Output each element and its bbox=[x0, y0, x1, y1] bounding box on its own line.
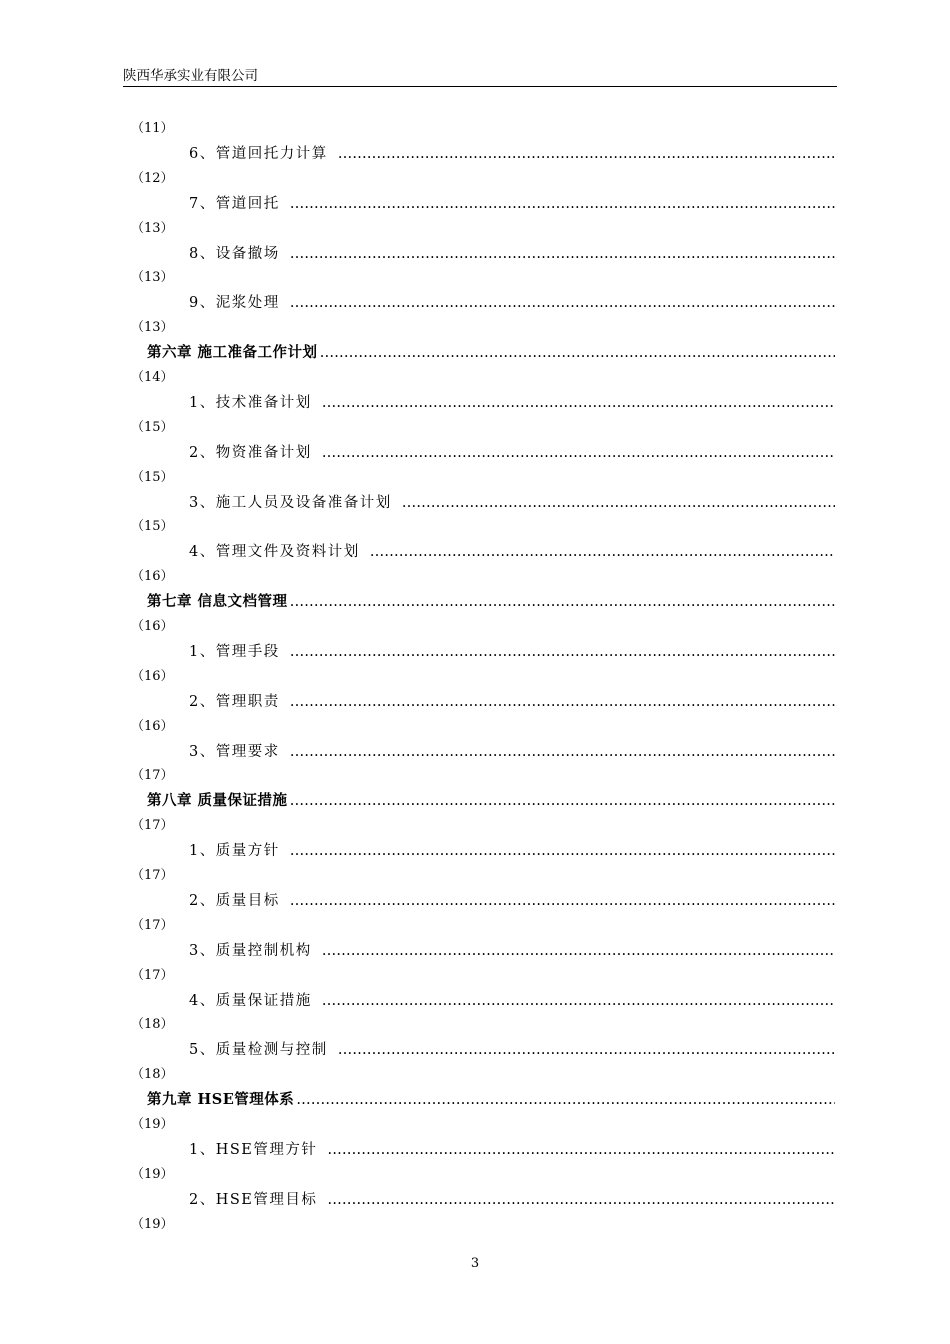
toc-page-number: （16） bbox=[131, 718, 174, 734]
toc-chapter-entry bbox=[147, 1089, 835, 1111]
toc-page-number: （19） bbox=[131, 1117, 174, 1132]
toc-dot-leader bbox=[290, 243, 835, 265]
toc-page-number: （19） bbox=[131, 1166, 174, 1182]
toc-section-entry bbox=[189, 392, 835, 414]
toc-section-entry bbox=[189, 292, 835, 314]
toc-dot-leader bbox=[370, 541, 835, 563]
toc-section-entry bbox=[189, 890, 835, 912]
toc-page-number: （19） bbox=[131, 1216, 174, 1232]
toc-page-number: （15） bbox=[131, 469, 174, 485]
page-number: 3 bbox=[470, 1256, 480, 1271]
toc-entry-label: 1、技术准备计划 bbox=[189, 394, 312, 411]
toc-dot-leader bbox=[327, 1139, 835, 1161]
toc-chapter-entry bbox=[147, 591, 835, 613]
toc-section-entry bbox=[189, 442, 835, 464]
toc-entry-label: 4、质量保证措施 bbox=[189, 992, 312, 1009]
toc-dot-leader bbox=[290, 890, 835, 912]
toc-page-number: （16） bbox=[131, 668, 174, 684]
toc-entry-label: 3、施工人员及设备准备计划 bbox=[189, 494, 392, 511]
toc-entry-label: 3、管理要求 bbox=[189, 743, 280, 760]
toc-entry-label: 8、设备撤场 bbox=[189, 245, 280, 262]
toc-page-number: （17） bbox=[131, 967, 174, 983]
toc-section-entry bbox=[189, 1189, 835, 1211]
toc-section-entry bbox=[189, 990, 835, 1012]
toc-page-number: （11） bbox=[131, 121, 174, 136]
toc-entry-label: 2、质量目标 bbox=[189, 892, 280, 909]
toc-entry-label: 5、质量检测与控制 bbox=[189, 1042, 328, 1059]
toc-entry-label: 2、物资准备计划 bbox=[189, 444, 312, 461]
toc-entry-label: 6、管道回托力计算 bbox=[189, 145, 328, 162]
toc-page-number: （18） bbox=[131, 1067, 174, 1083]
toc-dot-leader bbox=[338, 143, 835, 165]
toc-page-number: （16） bbox=[131, 569, 174, 585]
toc-dot-leader bbox=[290, 292, 835, 314]
toc-entry-label: 第九章 HSE管理体系 bbox=[147, 1091, 295, 1109]
company-name: 陕西华承实业有限公司 bbox=[123, 68, 258, 84]
toc-entry-label: 4、管理文件及资料计划 bbox=[189, 544, 360, 561]
toc-entry-label: 7、管道回托 bbox=[189, 195, 280, 212]
toc-dot-leader bbox=[290, 691, 835, 713]
toc-section-entry bbox=[189, 641, 835, 663]
toc-dot-leader bbox=[290, 790, 835, 812]
toc-section-entry bbox=[189, 1039, 835, 1061]
toc-page-number: （17） bbox=[131, 917, 174, 933]
toc-page-number: （16） bbox=[131, 619, 174, 634]
toc-chapter-entry bbox=[147, 790, 835, 812]
toc-dot-leader bbox=[290, 840, 835, 862]
toc-dot-leader bbox=[322, 940, 835, 962]
toc-dot-leader bbox=[322, 392, 835, 414]
toc-page-number: （17） bbox=[131, 868, 174, 883]
toc-dot-leader bbox=[322, 442, 835, 464]
toc-entry-label: 第七章 信息文档管理 bbox=[147, 593, 288, 611]
toc-dot-leader bbox=[402, 492, 835, 514]
toc-entry-label: 第八章 质量保证措施 bbox=[147, 792, 288, 810]
toc-dot-leader bbox=[296, 1089, 835, 1111]
toc-entry-label: 1、质量方针 bbox=[189, 843, 280, 860]
toc-dot-leader bbox=[322, 990, 835, 1012]
toc-section-entry bbox=[189, 492, 835, 514]
toc-page-number: （13） bbox=[131, 270, 174, 286]
toc-page-number: （12） bbox=[131, 170, 174, 186]
toc-entry-label: 1、管理手段 bbox=[189, 643, 280, 660]
toc-page-number: （14） bbox=[131, 370, 174, 385]
toc-page-number: （15） bbox=[131, 519, 174, 535]
page-header bbox=[123, 66, 837, 87]
toc-section-entry bbox=[189, 741, 835, 763]
toc-dot-leader bbox=[320, 342, 835, 364]
toc-entry-label: 3、质量控制机构 bbox=[189, 942, 312, 959]
toc-dot-leader bbox=[290, 193, 835, 215]
toc-page-number: （15） bbox=[131, 419, 174, 435]
toc-dot-leader bbox=[290, 741, 835, 763]
toc-page-number: （18） bbox=[131, 1017, 174, 1033]
toc-section-entry bbox=[189, 691, 835, 713]
toc-dot-leader bbox=[338, 1039, 835, 1061]
toc-section-entry bbox=[189, 193, 835, 215]
toc-section-entry bbox=[189, 541, 835, 563]
toc-dot-leader bbox=[290, 591, 835, 613]
toc-chapter-entry bbox=[147, 342, 835, 364]
toc-page-number: （13） bbox=[131, 220, 174, 236]
toc-section-entry bbox=[189, 940, 835, 962]
toc-dot-leader bbox=[327, 1189, 835, 1211]
toc-entry-label: 9、泥浆处理 bbox=[189, 295, 280, 312]
toc-section-entry bbox=[189, 840, 835, 862]
toc-page-number: （17） bbox=[131, 818, 174, 834]
toc-entry-label: 2、管理职责 bbox=[189, 693, 280, 710]
toc-entry-label: 2、HSE管理目标 bbox=[189, 1191, 318, 1208]
toc-dot-leader bbox=[290, 641, 835, 663]
toc-entry-label: 第六章 施工准备工作计划 bbox=[147, 344, 318, 362]
toc-section-entry bbox=[189, 1139, 835, 1161]
toc-page-number: （17） bbox=[131, 768, 174, 784]
toc-page-number: （13） bbox=[131, 320, 174, 336]
toc-section-entry bbox=[189, 143, 835, 165]
toc-entry-label: 1、HSE管理方针 bbox=[189, 1141, 318, 1158]
toc-section-entry bbox=[189, 243, 835, 265]
